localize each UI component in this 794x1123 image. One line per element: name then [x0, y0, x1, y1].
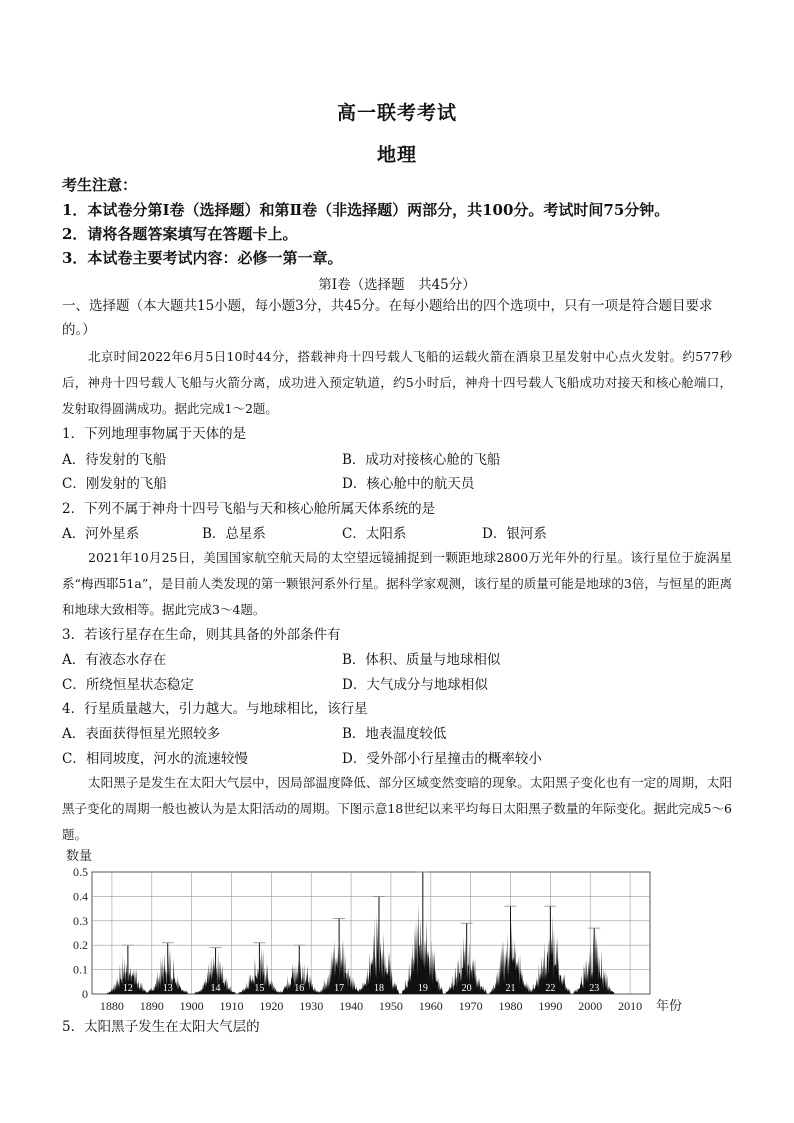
material-2: 2021年10月25日，美国国家航空航天局的太空望远镜捕捉到一颗距地球2800万光年外的行星。该行星位于旋涡星系“梅西耶51a”，是目前人类发现的第一颗银河系外行星。据科学家观测，该行星的质量可能是地球的3倍，与恒星的距离和地球大致相等。据此完成3～4题。	[62, 550, 732, 617]
cycle-label-17: 17	[334, 983, 345, 994]
section-heading: 第Ⅰ卷（选择题 共45分）	[318, 277, 476, 293]
subject-title: 地理	[376, 144, 417, 166]
question-4-option-a: A．表面获得恒星光照较多	[62, 726, 221, 742]
notice-heading: 考生注意：	[62, 176, 138, 194]
question-4-option-b: B．地表温度较低	[342, 726, 447, 742]
notice-item-3: 3．本试卷主要考试内容：必修一第一章。	[62, 249, 343, 267]
y-tick-label: 0.4	[73, 889, 88, 904]
x-tick-label: 1940	[339, 999, 364, 1013]
cycle-label-22: 22	[545, 983, 556, 994]
y-tick-label: 0.1	[73, 962, 88, 977]
x-tick-label: 1950	[378, 999, 403, 1013]
question-1-option-c: C．刚发射的飞船	[62, 476, 167, 492]
y-axis-label: 数量	[66, 848, 93, 863]
notice-item-2: 2．请将各题答案填写在答题卡上。	[62, 225, 298, 243]
question-4-option-c: C．相同坡度，河水的流速较慢	[62, 751, 248, 767]
x-tick-label: 2010	[618, 999, 643, 1013]
cycle-label-19: 19	[417, 983, 428, 994]
question-2-option-a: A．河外星系	[62, 526, 140, 542]
cycle-label-15: 15	[254, 983, 265, 994]
material-1: 北京时间2022年6月5日10时44分，搭载神舟十四号载人飞船的运载火箭在酒泉卫星发射中心点火发射。约577秒后，神舟十四号载人飞船与火箭分离，成功进入预定轨道，约5小时后，神舟十四号载人飞船成功对接天和核心舱端口，发射取得圆满成功。据此完成1～2题。	[62, 349, 732, 416]
x-axis-label: 年份	[656, 998, 683, 1013]
question-2-stem: 2．下列不属于神舟十四号飞船与天和核心舱所属天体系统的是	[62, 501, 436, 517]
cycle-label-12: 12	[122, 983, 133, 994]
exam-title: 高一联考考试	[336, 102, 457, 124]
question-3-option-c: C．所绕恒星状态稳定	[62, 677, 194, 693]
cycle-label-20: 20	[461, 983, 472, 994]
question-1-stem: 1．下列地理事物属于天体的是	[62, 426, 247, 442]
x-tick-label: 1910	[219, 999, 244, 1013]
x-tick-label: 1920	[259, 999, 284, 1013]
question-2-option-b: B．总星系	[202, 526, 266, 542]
cycle-label-21: 21	[505, 983, 516, 994]
question-3-option-b: B．体积、质量与地球相似	[342, 652, 501, 668]
sunspot-chart	[62, 842, 742, 1017]
question-1-option-b: B．成功对接核心舱的飞船	[342, 452, 501, 468]
question-2-option-c: C．太阳系	[342, 526, 407, 542]
question-3-option-a: A．有液态水存在	[62, 652, 167, 668]
x-tick-label: 2000	[578, 999, 603, 1013]
question-3-option-d: D．大气成分与地球相似	[342, 677, 488, 693]
question-4-stem: 4．行星质量越大，引力越大。与地球相比，该行星	[62, 701, 368, 717]
x-tick-label: 1980	[498, 999, 523, 1013]
question-4-option-d: D．受外部小行星撞击的概率较小	[342, 751, 542, 767]
cycle-label-23: 23	[589, 983, 600, 994]
y-tick-label: 0.2	[73, 938, 88, 953]
cycle-label-14: 14	[210, 983, 221, 994]
y-tick-label: 0.5	[73, 865, 88, 879]
question-3-stem: 3．若该行星存在生命，则其具备的外部条件有	[62, 627, 341, 643]
cycle-label-16: 16	[294, 983, 305, 994]
section-instruction: 一、选择题（本大题共15小题，每小题3分，共45分。在每小题给出的四个选项中，只有一项是符合题目要求的。）	[62, 298, 713, 338]
question-5-stem: 5．太阳黑子发生在太阳大气层的	[62, 1019, 260, 1035]
x-tick-label: 1970	[458, 999, 483, 1013]
question-2-option-d: D．银河系	[482, 526, 547, 542]
cycle-label-13: 13	[162, 983, 173, 994]
y-tick-label: 0.3	[73, 913, 88, 928]
cycle-label-18: 18	[373, 983, 384, 994]
x-tick-label: 1990	[538, 999, 563, 1013]
x-tick-label: 1880	[99, 999, 124, 1013]
material-3: 太阳黑子是发生在太阳大气层中，因局部温度降低、部分区域变然变暗的现象。太阳黑子变化也有一定的周期，太阳黑子变化的周期一般也被认为是太阳活动的周期。下图示意18世纪以来平均每日太阳黑子数量的年际变化。据此完成5～6题。	[62, 775, 732, 842]
question-1-option-a: A．待发射的飞船	[62, 452, 167, 468]
y-tick-label: 0	[82, 987, 88, 1001]
question-1-option-d: D．核心舱中的航天员	[342, 476, 475, 492]
x-tick-label: 1890	[139, 999, 164, 1013]
notice-item-1: 1．本试卷分第Ⅰ卷（选择题）和第Ⅱ卷（非选择题）两部分，共100分。考试时间75分钟。	[62, 201, 670, 219]
x-tick-label: 1900	[179, 999, 204, 1013]
x-tick-label: 1960	[418, 999, 443, 1013]
x-tick-label: 1930	[299, 999, 324, 1013]
